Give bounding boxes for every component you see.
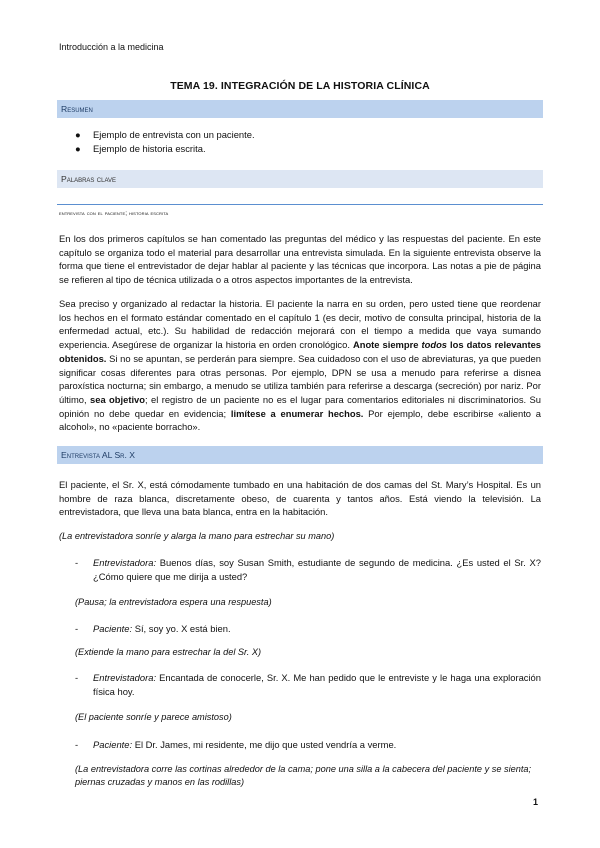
interview-intro: El paciente, el Sr. X, está cómodamente tumbado en una habitación de dos camas del St. Mary’s Hospital. Es un hombre de raza blanca, discretamente obeso, de cuarenta y tantos años. Está viendo la televisión. La entrevistadora, que lleva una bata blanca, entra en la habitación. bbox=[59, 479, 541, 518]
list-item: ● Ejemplo de entrevista con un paciente. bbox=[75, 129, 255, 140]
dialog-line: - Entrevistadora: Buenos días, soy Susan Smith, estudiante de segundo de medicina. ¿Es usted el Sr. X? ¿Cómo quiere que me dirija a usted? bbox=[75, 557, 541, 582]
keywords-text: entrevista con el paciente; historia escrita bbox=[59, 210, 169, 217]
stage-direction: (Pausa; la entrevistadora espera una respuesta) bbox=[75, 597, 272, 607]
keywords-heading: Palabras clave bbox=[57, 170, 543, 188]
bullet-icon: ● bbox=[75, 129, 81, 140]
page-title: TEMA 19. INTEGRACIÓN DE LA HISTORIA CLÍNICA bbox=[170, 80, 430, 92]
list-item: ● Ejemplo de historia escrita. bbox=[75, 143, 206, 154]
stage-direction: (La entrevistadora corre las cortinas alrededor de la cama; pone una silla a la cabecera del paciente y se sienta; piernas cruzadas y manos en las rodillas) bbox=[75, 764, 532, 787]
stage-direction: (Extiende la mano para estrechar la del Sr. X) bbox=[75, 647, 262, 657]
intro-paragraph-1: En los dos primeros capítulos se han comentado las preguntas del médico y las respuestas del paciente. En este capítulo se organiza todo el material para desarrollar una entrevista simulada. En la siguiente entrevista observe la forma que tiene el entrevistador de dejar hablar al paciente y las técnicas que incorpora. Las notas a pie de página se refieren al tipo de técnica utilizada o a otros aspectos importantes de la entrevista. bbox=[59, 233, 541, 286]
dialog-line: - Entrevistadora: Encantada de conocerle, Sr. X. Me han pedido que le entreviste y le haga una exploración física hoy. bbox=[75, 672, 541, 697]
interview-heading: Entrevista AL Sr. X bbox=[57, 446, 543, 464]
summary-list bbox=[75, 128, 255, 156]
stage-direction: (La entrevistadora sonríe y alarga la mano para estrechar su mano) bbox=[59, 531, 335, 541]
section-divider bbox=[57, 204, 543, 205]
stage-direction: (El paciente sonríe y parece amistoso) bbox=[75, 712, 232, 722]
running-header: Introducción a la medicina bbox=[59, 42, 164, 52]
intro-paragraph-2: Sea preciso y organizado al redactar la historia. El paciente la narra en su orden, pero usted tiene que reordenar los hechos en el formato estándar comentado en el capítulo 1 (es decir, motivo de consulta principal, historia de la enfermedad actual, etc.). Su habilidad de redacción mejorará con el tiempo a medida que vaya sumando experiencia. Asegúrese de organizar la historia en orden cronológico. Anote siempre todos los datos relevantes obtenidos. Si no se apuntan, se perderán para siempre. Sea cuidadoso con el uso de abreviaturas, ya que pueden significar cosas diferentes para otras personas. Por ejemplo, DPN se usa a menudo para referirse a disnea paroxística nocturna; sin embargo, a menudo se utiliza también para referirse a descarga (secreción) por nariz. Por último, sea objetivo; el registro de un paciente no es el lugar para comentarios editoriales ni discriminatorios. Su opinión no debe quedar en evidencia; limítese a enumerar hechos. Por ejemplo, debe escribirse «aliento a alcohol», no «paciente borracho». bbox=[59, 298, 542, 433]
bullet-icon: ● bbox=[75, 143, 81, 154]
summary-heading: Resumen bbox=[57, 100, 543, 118]
page-number: 1 bbox=[533, 797, 539, 807]
dialog-line: - Paciente: El Dr. James, mi residente, me dijo que usted vendría a verme. bbox=[75, 739, 397, 750]
dialog-line: - Paciente: Sí, soy yo. X está bien. bbox=[75, 623, 231, 634]
